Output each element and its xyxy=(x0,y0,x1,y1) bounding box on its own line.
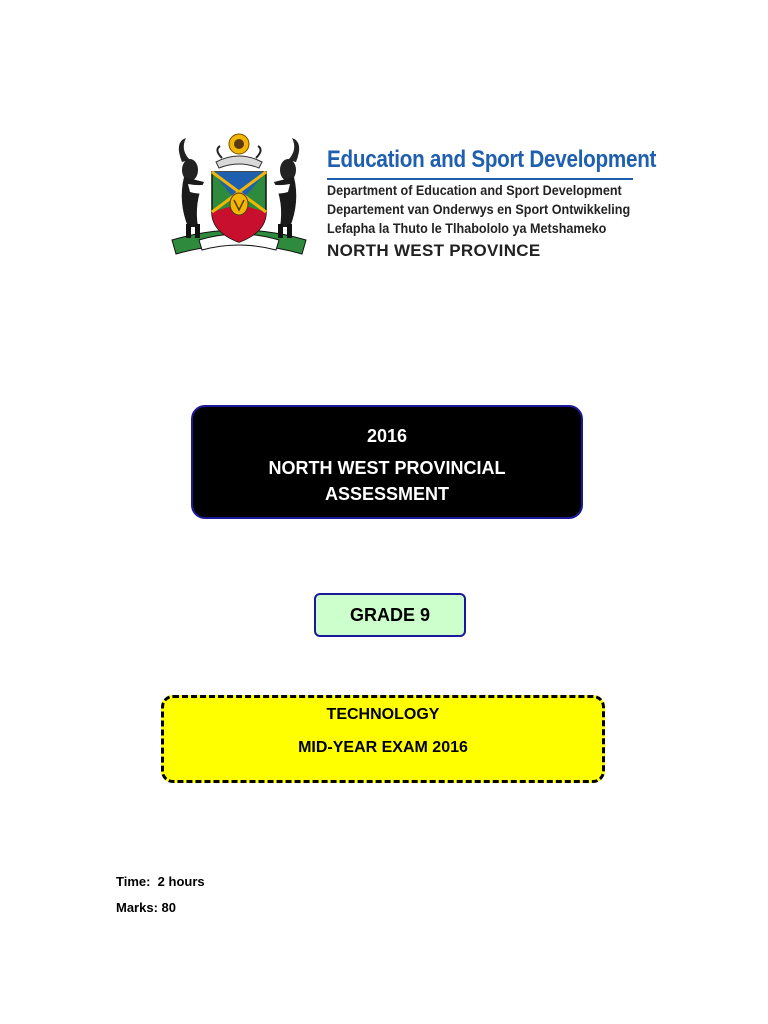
province-name: NORTH WEST PROVINCE xyxy=(327,241,541,260)
assessment-title-line2: ASSESSMENT xyxy=(324,484,450,504)
marks-label: Marks: xyxy=(116,900,158,915)
shield xyxy=(212,172,266,242)
time-allowed xyxy=(116,874,205,889)
assessment-title-line1: NORTH WEST PROVINCIAL xyxy=(268,458,506,478)
coat-of-arms-logo xyxy=(164,132,314,267)
time-label: Time: xyxy=(116,874,151,889)
right-antelope-supporter xyxy=(264,138,299,238)
marks-value: 80 xyxy=(161,900,177,915)
total-marks xyxy=(116,900,176,915)
department-name-setswana: Lefapha la Thuto le Tlhabololo ya Metshameko xyxy=(327,220,607,236)
time-value: 2 hours xyxy=(157,874,205,889)
assessment-title-box xyxy=(191,405,583,519)
assessment-year: 2016 xyxy=(366,426,408,446)
department-title: Education and Sport Development xyxy=(327,146,657,173)
exam-name: MID-YEAR EXAM 2016 xyxy=(298,739,468,756)
subject-name: TECHNOLOGY xyxy=(326,706,440,723)
department-name-english: Department of Education and Sport Development xyxy=(327,182,622,198)
subject-box xyxy=(161,695,605,783)
left-antelope-supporter xyxy=(179,138,214,238)
grade-label-box: GRADE 9 xyxy=(314,593,466,637)
header-divider xyxy=(327,178,633,180)
sunflower-crest xyxy=(216,134,262,168)
department-name-afrikaans: Departement van Onderwys en Sport Ontwikkeling xyxy=(327,201,631,217)
